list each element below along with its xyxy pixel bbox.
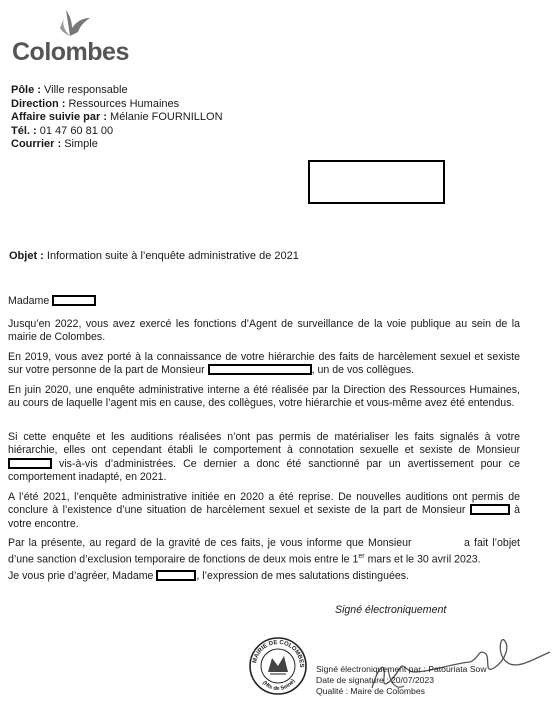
objet-value: Information suite à l’enquête administrative de 2021	[46, 250, 299, 262]
signature-quality-line: Qualité : Maire de Colombes	[316, 686, 425, 696]
pole-value: Ville responsable	[44, 84, 128, 96]
paragraph-3	[8, 384, 520, 411]
paragraph-5	[8, 491, 520, 531]
redacted-name	[208, 364, 312, 375]
seal-bottom-text: (Hts de Seine)	[261, 678, 297, 693]
paragraph-4-text-a: Si cette enquête et les auditions réalisées n’ont pas permis de matérialiser les faits signalés à votre hiérarchie, elles ont cependant établi le comportement à connotation sexuelle et sexiste de Monsieur	[8, 431, 520, 457]
superscript-er: er	[358, 553, 365, 561]
tel-value: 01 47 60 81 00	[39, 124, 114, 137]
paragraph-1	[8, 318, 520, 345]
paragraph-6-text-c: mars et le 30 avril 2023.	[364, 553, 481, 566]
redacted-name	[416, 537, 460, 548]
paragraph-7-text-a: Je vous prie d’agréer, Madame	[8, 570, 154, 582]
objet-line	[9, 250, 299, 264]
courrier-label: Courrier :	[11, 138, 62, 151]
signature-date-line: Date de signature : 20/07/2023	[316, 675, 435, 685]
paragraph-5-text-b: à votre encontre.	[8, 504, 520, 530]
direction-label: Direction :	[11, 97, 66, 110]
paragraph-6-text-b: a fait l’objet d’une sanction d’exclusion temporaire de fonctions de deux mois entre le 1	[8, 537, 521, 566]
paragraph-4	[8, 431, 520, 485]
signed-electronically-label: Signé électroniquement	[335, 604, 447, 616]
paragraph-7	[8, 570, 520, 583]
direction-line	[11, 98, 179, 112]
tel-label: Tél. :	[11, 124, 37, 137]
pole-line	[11, 84, 128, 98]
colombes-logo-text: Colombes	[12, 38, 129, 66]
salutation-text: Madame	[8, 295, 50, 307]
redacted-name	[52, 295, 96, 306]
pole-label: Pôle :	[11, 84, 41, 96]
objet-label: Objet :	[9, 250, 44, 262]
tel-line	[11, 125, 113, 139]
signature-signer-line: Signé électroniquement par : Patouriata Sow	[316, 664, 487, 674]
redacted-address-box	[308, 160, 445, 204]
affaire-label: Affaire suivie par :	[11, 111, 107, 124]
affaire-value: Mélanie FOURNILLON	[110, 111, 223, 124]
redacted-name	[470, 504, 510, 515]
redacted-name	[156, 570, 196, 581]
paragraph-2	[8, 351, 520, 378]
paragraph-4-text-b: vis-à-vis d’administrées. Ce dernier a donc été sanctionné par un avertissement pour ce comportement inadapté, en 2021.	[8, 457, 520, 484]
electronic-signature-block	[316, 664, 487, 697]
paragraph-6-text-a: Par la présente, au regard de la gravité de ces faits, je vous informe que Monsieur	[8, 537, 412, 549]
affaire-line	[11, 111, 223, 125]
paragraph-1-text: Jusqu’en 2022, vous avez exercé les fonctions d’Agent de surveillance de la voie publique au sein de la mairie de Colombes.	[8, 318, 520, 344]
paragraph-5-text-a: A l’été 2021, l’enquête administrative initiée en 2020 a été reprise. De nouvelles auditions ont permis de conclure à l’existence d’une situation de harcèlement sexuel et sexiste de la part de Monsieur	[8, 491, 520, 517]
paragraph-3-text: En juin 2020, une enquête administrative interne a été réalisée par la Direction des Ressources Humaines, au cours de laquelle l’agent mis en cause, des collègues, votre hiérarchie et vous-même avez été entendus.	[8, 384, 520, 410]
salutation-paragraph	[8, 295, 520, 308]
direction-value: Ressources Humaines	[68, 97, 180, 110]
paragraph-7-text-b: , l’expression de mes salutations distinguées.	[196, 570, 409, 582]
redacted-name	[8, 458, 52, 469]
courrier-value: Simple	[64, 138, 98, 151]
mairie-seal-stamp	[248, 636, 308, 696]
paragraph-2-text-b: , un de vos collègues.	[311, 364, 415, 377]
courrier-line	[11, 138, 98, 152]
paragraph-2-text-a: En 2019, vous avez porté à la connaissance de votre hiérarchie des faits de harcèlement sexuel et sexiste sur votre personne de la part de Monsieur	[8, 351, 520, 377]
seal-top-text: MAIRIE DE COLOMBES	[252, 639, 305, 668]
paragraph-6	[8, 537, 520, 567]
